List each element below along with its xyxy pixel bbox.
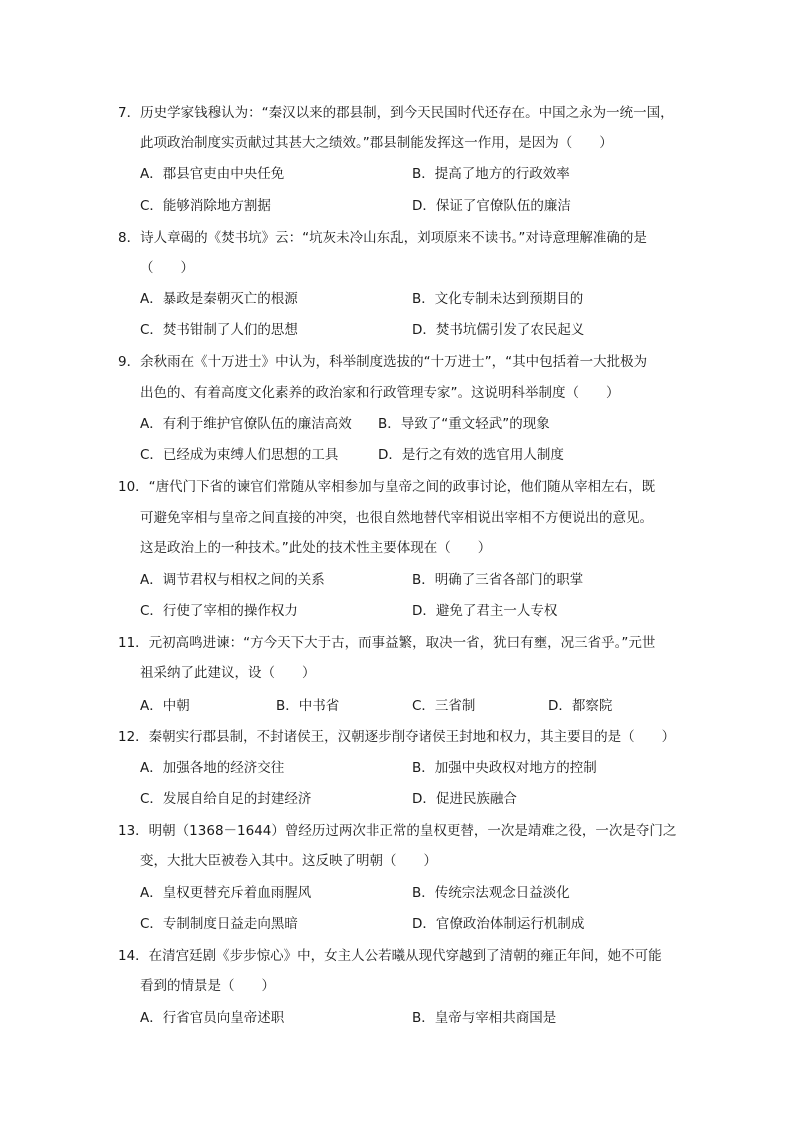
- question-stem-line: 11．元初高鸣进谏：“方今天下大于古，而事益繁，取决一省，犹曰有壅，况三省乎。”元世: [118, 635, 656, 651]
- option-b[interactable]: B．加强中央政权对地方的控制: [412, 760, 597, 776]
- option-a[interactable]: A．暴政是秦朝灭亡的根源: [140, 291, 298, 307]
- option-b[interactable]: B．导致了“重文轻武”的现象: [378, 416, 550, 432]
- question-stem-line: 13．明朝（1368－1644）曾经历过两次非正常的皇权更替，一次是靖难之役，一次是夺门之: [118, 823, 677, 839]
- option-d[interactable]: D．都察院: [548, 698, 613, 714]
- option-d[interactable]: D．促进民族融合: [412, 791, 517, 807]
- question-stem-line: 可避免宰相与皇帝之间直接的冲突，也很自然地替代宰相说出宰相不方便说出的意见。: [140, 510, 653, 526]
- option-c[interactable]: C．能够消除地方割据: [140, 198, 271, 214]
- question-stem-line: 12．秦朝实行郡县制，不封诸侯王，汉朝逐步削夺诸侯王封地和权力，其主要目的是（ ）: [118, 729, 676, 745]
- option-c[interactable]: C．行使了宰相的操作权力: [140, 603, 298, 619]
- question-stem-line: 这是政治上的一种技术。”此处的技术性主要体现在（ ）: [140, 540, 492, 556]
- option-c[interactable]: C．发展自给自足的封建经济: [140, 791, 312, 807]
- option-b[interactable]: B．皇帝与宰相共商国是: [412, 1010, 557, 1026]
- option-c[interactable]: C．焚书钳制了人们的思想: [140, 322, 298, 338]
- option-a[interactable]: A．行省官员向皇帝述职: [140, 1010, 285, 1026]
- question-stem-line: 祖采纳了此建议，设（ ）: [140, 665, 316, 681]
- question-stem-line: 10．“唐代门下省的谏官们常随从宰相参加与皇帝之间的政事讨论，他们随从宰相左右，既: [118, 479, 656, 495]
- option-b[interactable]: B．文化专制未达到预期目的: [412, 291, 584, 307]
- option-a[interactable]: A．郡县官吏由中央任免: [140, 166, 285, 182]
- option-a[interactable]: A．皇权更替充斥着血雨腥风: [140, 885, 312, 901]
- question-stem-line: 出色的、有着高度文化素养的政治家和行政管理专家”。这说明科举制度（ ）: [140, 385, 620, 401]
- option-b[interactable]: B．中书省: [276, 698, 340, 714]
- option-c[interactable]: C．专制制度日益走向黑暗: [140, 916, 298, 932]
- option-d[interactable]: D．保证了官僚队伍的廉洁: [412, 198, 571, 214]
- option-d[interactable]: D．避免了君主一人专权: [412, 603, 558, 619]
- option-c[interactable]: C．已经成为束缚人们思想的工具: [140, 447, 339, 463]
- option-a[interactable]: A．调节君权与相权之间的关系: [140, 572, 325, 588]
- question-stem-line: 8．诗人章碣的《焚书坑》云：“坑灰未冷山东乱，刘项原来不读书。”对诗意理解准确的是: [118, 230, 647, 246]
- option-d[interactable]: D．焚书坑儒引发了农民起义: [412, 322, 585, 338]
- question-stem-line: 7．历史学家钱穆认为：“秦汉以来的郡县制，到今天民国时代还存在。中国之永为一统一国，: [118, 105, 674, 121]
- option-c[interactable]: C．三省制: [412, 698, 476, 714]
- option-b[interactable]: B．提高了地方的行政效率: [412, 166, 570, 182]
- question-stem-line: 14．在清宫廷剧《步步惊心》中，女主人公若曦从现代穿越到了清朝的雍正年间，她不可能: [118, 948, 662, 964]
- option-d[interactable]: D．官僚政治体制运行机制成: [412, 916, 585, 932]
- question-stem-line: 此项政治制度实贡献过其甚大之绩效。”郡县制能发挥这一作用，是因为（ ）: [140, 135, 613, 151]
- option-b[interactable]: B．传统宗法观念日益淡化: [412, 885, 570, 901]
- option-d[interactable]: D．是行之有效的选官用人制度: [378, 447, 564, 463]
- question-stem-line: （ ）: [140, 260, 194, 276]
- question-stem-line: 看到的情景是（ ）: [140, 978, 275, 994]
- option-b[interactable]: B．明确了三省各部门的职掌: [412, 572, 584, 588]
- option-a[interactable]: A．有利于维护官僚队伍的廉洁高效: [140, 416, 352, 432]
- question-stem-line: 9．余秋雨在《十万进士》中认为，科举制度选拔的“十万进士”，“其中包括着一大批极为: [118, 354, 648, 370]
- option-a[interactable]: A．中朝: [140, 698, 190, 714]
- option-a[interactable]: A．加强各地的经济交往: [140, 760, 285, 776]
- question-stem-line: 变，大批大臣被卷入其中。这反映了明朝（ ）: [140, 853, 437, 869]
